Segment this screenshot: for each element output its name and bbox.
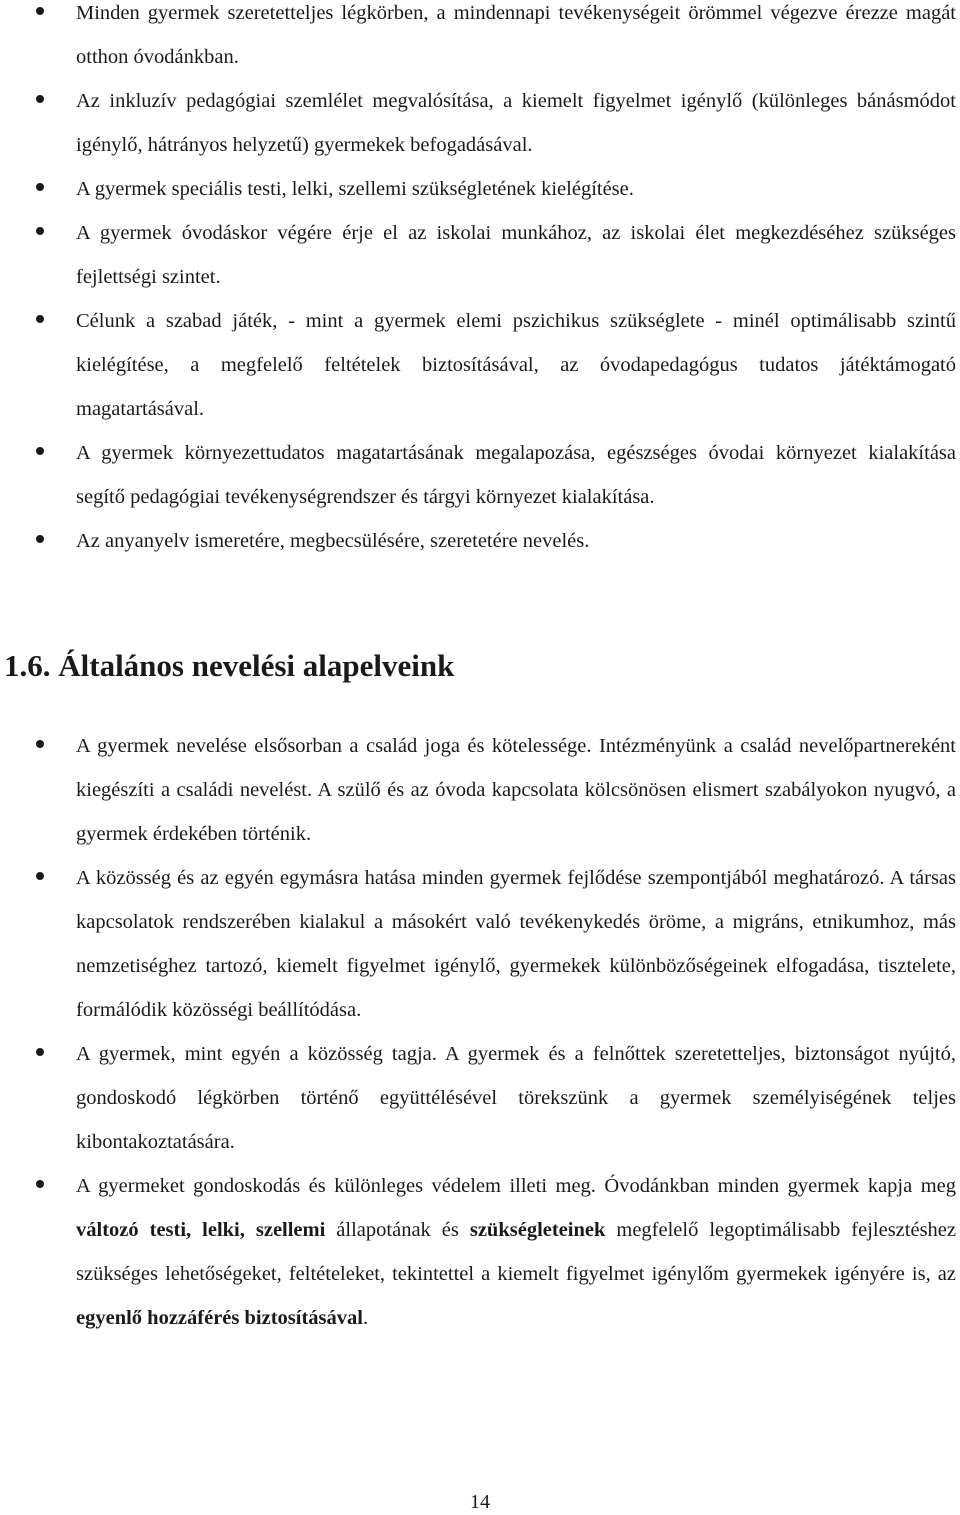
bullet-icon [36,872,44,880]
bullet-icon [36,183,44,191]
list-item-text-part: állapotának és [325,1219,470,1241]
bullet-icon [36,740,44,748]
list-item-text: A gyermek speciális testi, lelki, szellemi szükségletének kielégítése. [76,178,634,200]
bullet-icon [36,447,44,455]
bullet-icon [36,1180,44,1188]
list-item-text-part: megfelelő legoptimálisabb fejlesztéshez szükséges lehetőségeket, feltételeket, tekintettel a kiemelt figyelmet igénylőm gyermekek igényére is, az [76,1219,956,1285]
list-item [0,211,960,299]
list-item [0,1164,960,1340]
bullet-icon [36,1048,44,1056]
list-item [0,1032,960,1164]
list-item [0,431,960,519]
list-item-text: A gyermek környezettudatos magatartásának megalapozása, egészséges óvodai környezet kialakítása segítő pedagógiai tevékenységrendszer és tárgyi környezet kialakítása. [76,442,956,508]
list-item-text: A gyermek nevelése elsősorban a család joga és kötelessége. Intézményünk a család nevelőpartnereként kiegészíti a családi nevelést. A szülő és az óvoda kapcsolata kölcsönösen elismert szabályokon nyugvó, a gyermek érdekében történik. [76,735,956,845]
bullet-icon [36,7,44,15]
list-item [0,519,960,563]
list-item [0,79,960,167]
list-item [0,724,960,856]
list-item-text: A gyermek óvodáskor végére érje el az iskolai munkához, az iskolai élet megkezdéséhez szükséges fejlettségi szintet. [76,222,956,288]
bold-phrase: változó testi, lelki, szellemi [76,1219,326,1241]
list-item-text-part: . [362,1307,369,1329]
bold-phrase: szükségleteinek [469,1219,606,1241]
bullet-icon [36,95,44,103]
bullet-list-principles [0,724,960,1340]
list-item [0,0,960,79]
list-item [0,299,960,431]
list-item-text: Célunk a szabad játék, - mint a gyermek elemi pszichikus szükséglete - minél optimálisabb szintű kielégítése, a megfelelő feltételek biztosításával, az óvodapedagógus tudatos játéktámogató magatartásával. [76,310,956,420]
bullet-list-goals [0,0,960,563]
bullet-icon [36,535,44,543]
list-item-text: A gyermek, mint egyén a közösség tagja. A gyermek és a felnőttek szeretetteljes, biztonságot nyújtó, gondoskodó légkörben történő együttélésével törekszünk a gyermek személyiségének teljes kibontakoztatására. [76,1043,956,1153]
list-item [0,167,960,211]
bullet-icon [36,227,44,235]
list-item-text: A közösség és az egyén egymásra hatása minden gyermek fejlődése szempontjából meghatározó. A társas kapcsolatok rendszerében kialakul a másokért való tevékenykedés öröme, a migráns, etnikumhoz, más nemzetiséghez tartozó, kiemelt figyelmet igénylő, gyermekek különbözőségeinek elfogadása, tisztelete, formálódik közösségi beállítódása. [76,867,956,1021]
page-number: 14 [470,1491,490,1513]
section-heading: 1.6. Általános nevelési alapelveink [4,648,455,683]
bullet-icon [36,315,44,323]
list-item-text: Minden gyermek szeretetteljes légkörben, a mindennapi tevékenységeit örömmel végezve érezze magát otthon óvodánkban. [76,2,956,68]
list-item-text-part: A gyermeket gondoskodás és különleges védelem illeti meg. Óvodánkban minden gyermek kapja meg [76,1175,956,1197]
list-item-text: Az inkluzív pedagógiai szemlélet megvalósítása, a kiemelt figyelmet igénylő (különleges bánásmódot igénylő, hátrányos helyzetű) gyermekek befogadásával. [76,90,956,156]
list-item [0,856,960,1032]
list-item-text: Az anyanyelv ismeretére, megbecsülésére, szeretetére nevelés. [76,530,590,552]
bold-phrase: egyenlő hozzáférés biztosításával [76,1307,363,1329]
